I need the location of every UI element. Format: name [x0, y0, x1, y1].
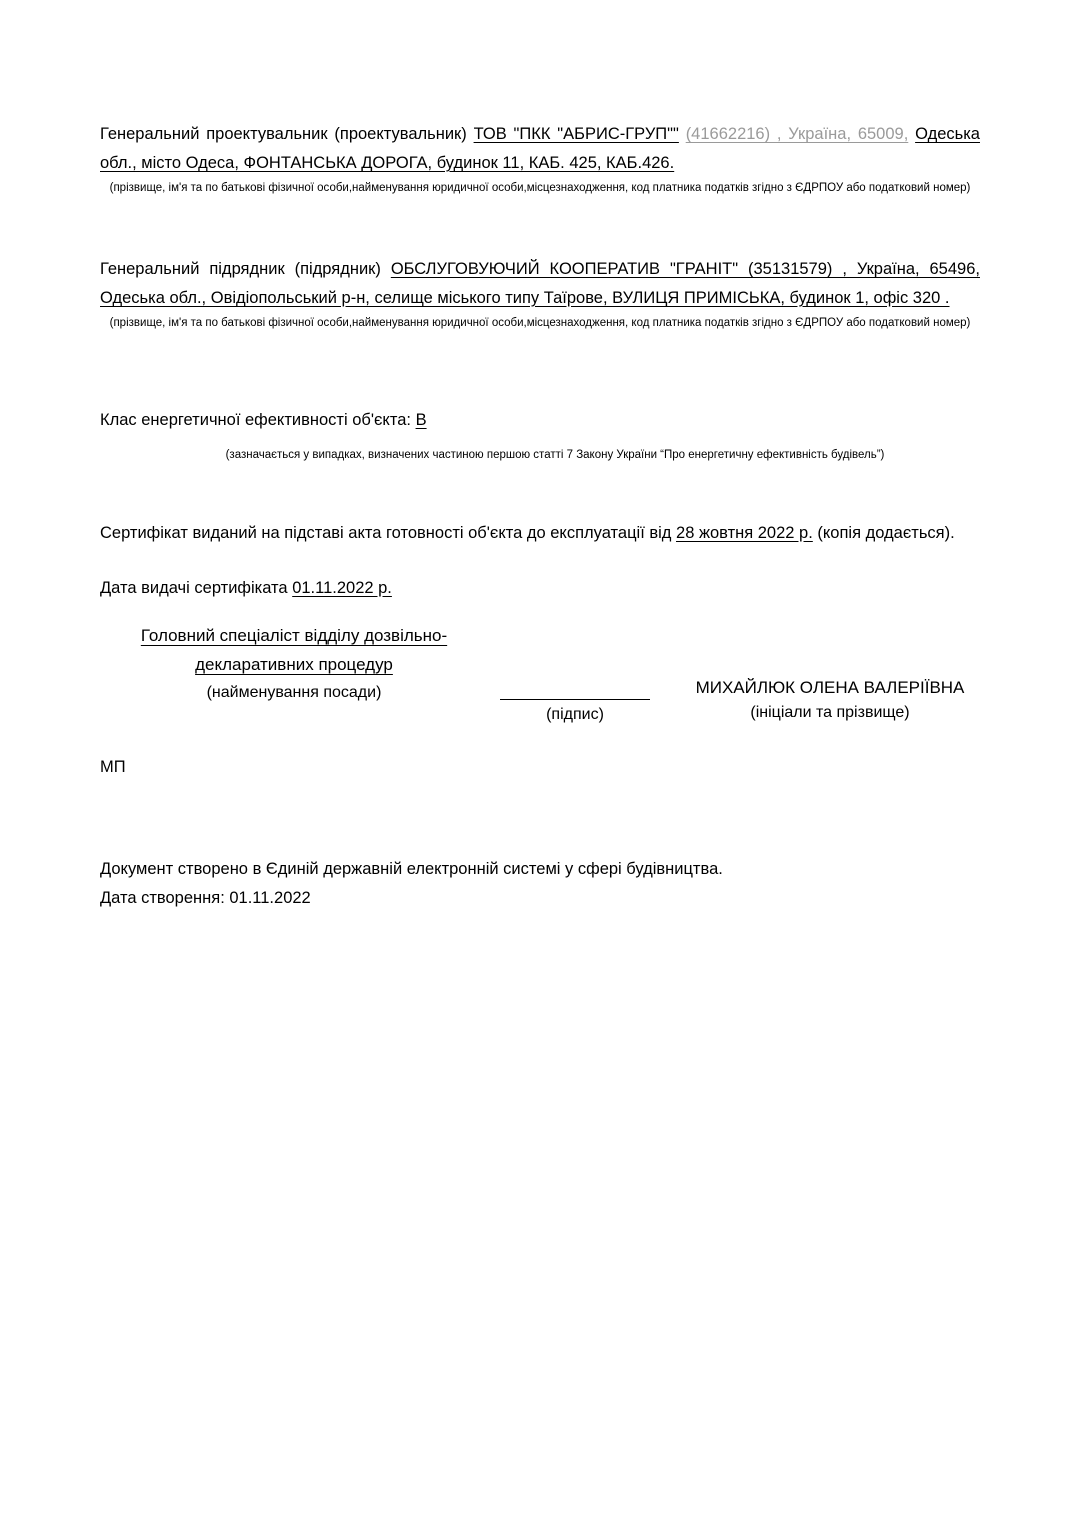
signature-position-caption: (найменування посади) — [206, 684, 382, 702]
general-contractor-line — [100, 255, 980, 313]
spacer — [100, 197, 980, 255]
energy-class-line — [100, 407, 980, 433]
energy-class-value: B — [415, 410, 427, 429]
signature-sign-col — [470, 621, 680, 724]
general-contractor-block — [100, 255, 980, 332]
basis-text-before: Сертифікат виданий на підставі акта готовності об'єкта до експлуатації від — [100, 523, 672, 542]
signature-name-caption: (ініціали та прізвище) — [750, 704, 910, 722]
general-contractor-value: ОБСЛУГОВУЮЧИЙ КООПЕРАТИВ "ГРАНІТ" (35131579) , Україна, 65496, Одеська обл., Овідіопольський р-н, селище міського типу Таїрове, ВУЛИЦЯ ПРИМІСЬКА, будинок 1, офіс 320 . — [100, 260, 980, 307]
signature-row — [100, 621, 980, 724]
energy-class-block — [100, 407, 980, 462]
general-contractor-caption: (прізвище, ім'я та по батькові фізичної особи,найменування юридичної особи,місцезнаходження, код платника податків згідно з ЄДРПОУ або податковий номер) — [109, 316, 971, 329]
general-designer-code: (41662216) , Україна, 65009, — [685, 125, 909, 143]
basis-date: 28 жовтня 2022 р. — [676, 523, 813, 542]
footer-line-1: Документ створено в Єдиній державній електронній системі у сфері будівництва. — [100, 859, 723, 878]
spacer — [100, 332, 980, 390]
spacer — [100, 548, 980, 574]
stamp-mark: МП — [100, 757, 126, 776]
basis-text-after: (копія додається). — [817, 523, 955, 542]
general-designer-caption: (прізвище, ім'я та по батькові фізичної особи,найменування юридичної особи,місцезнаходження, код платника податків згідно з ЄДРПОУ або податковий номер) — [109, 181, 971, 194]
issue-date-value: 01.11.2022 р. — [292, 578, 392, 597]
spacer — [100, 473, 980, 519]
footer-block — [100, 855, 980, 913]
general-designer-address: Одеська обл., місто Одеса, ФОНТАНСЬКА ДОРОГА, будинок 11, КАБ. 425, КАБ.426. — [100, 125, 980, 172]
energy-class-caption: (зазначається у випадках, визначених частиною першою статті 7 Закону України “Про енергетичну ефективність будівель”) — [225, 449, 885, 462]
general-designer-line — [100, 120, 980, 178]
general-contractor-label: Генеральний підрядник (підрядник) — [100, 260, 381, 278]
issue-date-line — [100, 574, 980, 603]
general-designer-value: ТОВ "ПКК "АБРИС-ГРУП"" — [473, 125, 679, 143]
signature-position: Головний спеціаліст відділу дозвільно-декларативних процедур — [140, 625, 448, 675]
issue-date-label: Дата видачі сертифіката — [100, 578, 288, 597]
signature-sign-caption: (підпис) — [546, 705, 604, 723]
general-designer-label: Генеральний проектувальник (проектувальник) — [100, 125, 467, 143]
signature-name-col — [680, 621, 980, 723]
footer-line-2: Дата створення: 01.11.2022 — [100, 888, 311, 907]
document-content — [100, 120, 980, 912]
energy-class-label: Клас енергетичної ефективності об'єкта: — [100, 410, 411, 429]
signature-line — [500, 699, 650, 700]
basis-paragraph — [100, 519, 980, 548]
signature-position-col — [100, 621, 470, 703]
general-designer-block — [100, 120, 980, 197]
signature-name: МИХАЙЛЮК ОЛЕНА ВАЛЕРІЇВНА — [695, 677, 965, 697]
